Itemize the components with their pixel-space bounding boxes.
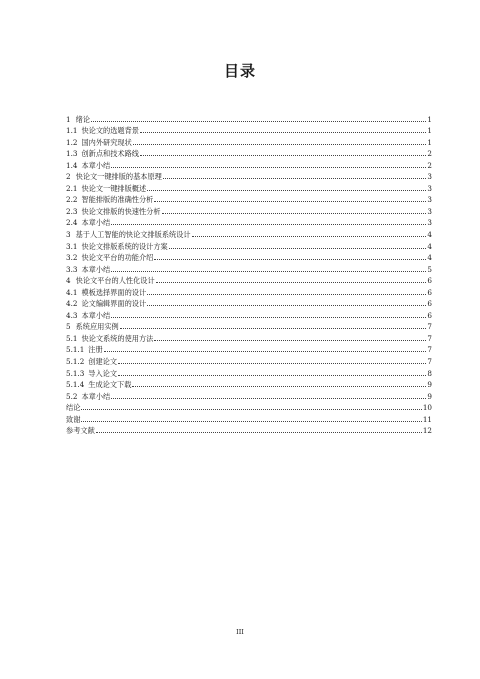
- toc-dot-leader: [140, 132, 426, 133]
- toc-entry-label: 本章小结: [81, 218, 111, 228]
- toc-entry-label: 创建论文: [88, 357, 118, 367]
- toc-entry[interactable]: [66, 274, 432, 286]
- toc-entry-number: 4: [66, 276, 71, 286]
- toc-entry-label: 导入论文: [88, 368, 118, 378]
- toc-dot-leader: [111, 398, 426, 399]
- toc-entry[interactable]: [66, 331, 432, 343]
- toc-dot-leader: [163, 178, 427, 179]
- toc-entry-label: 快论文排版的快速性分析: [81, 206, 161, 216]
- toc-entry[interactable]: [66, 227, 432, 239]
- toc-dot-leader: [154, 340, 426, 341]
- toc-dot-leader: [91, 121, 426, 122]
- toc-entry-page: 2: [427, 160, 432, 170]
- toc-entry[interactable]: [66, 297, 432, 309]
- toc-entry-page: 6: [427, 299, 432, 309]
- toc-entry-label: 参考文献: [66, 426, 95, 436]
- toc-entry[interactable]: [66, 424, 432, 436]
- toc-entry-number: 1.3: [66, 149, 78, 159]
- toc-dot-leader: [133, 144, 427, 145]
- toc-entry-page: 2: [427, 149, 432, 159]
- toc-entry-label: 创新点和技术路线: [81, 149, 139, 159]
- toc-entry-page: 3: [427, 218, 432, 228]
- toc-entry[interactable]: [66, 216, 432, 228]
- toc-entry[interactable]: [66, 389, 432, 401]
- toc-dot-leader: [118, 363, 426, 364]
- toc-entry-number: 5.1.2: [66, 357, 85, 367]
- toc-entry-number: 2.1: [66, 183, 78, 193]
- toc-entry-page: 7: [427, 322, 432, 332]
- toc-entry-page: 6: [427, 287, 432, 297]
- toc-entry-label: 注册: [88, 345, 103, 355]
- toc-entry-number: 3.3: [66, 264, 78, 274]
- toc-entry-number: 5: [66, 322, 71, 332]
- toc-entry-number: 2.2: [66, 195, 78, 205]
- toc-entry-label: 论文编辑界面的设计: [81, 299, 147, 309]
- toc-entry-label: 本章小结: [81, 391, 111, 401]
- toc-entry-label: 生成论文下载: [88, 380, 132, 390]
- toc-entry-label: 快论文的选题背景: [81, 126, 139, 136]
- toc-entry[interactable]: [66, 112, 432, 124]
- toc-entry[interactable]: [66, 239, 432, 251]
- toc-entry-page: 6: [427, 310, 432, 320]
- toc-entry-label: 本章小结: [81, 264, 111, 274]
- toc-entry[interactable]: [66, 262, 432, 274]
- toc-entry-number: 1: [66, 114, 71, 124]
- toc-entry-page: 4: [427, 253, 432, 263]
- toc-entry-label: 绪论: [75, 114, 90, 124]
- toc-entry-number: 4.3: [66, 310, 78, 320]
- toc-dot-leader: [147, 294, 426, 295]
- toc-list: [66, 112, 432, 435]
- toc-dot-leader: [147, 305, 426, 306]
- toc-entry[interactable]: [66, 378, 432, 390]
- toc-dot-leader: [81, 421, 421, 422]
- toc-entry-label: 致谢: [66, 414, 81, 424]
- toc-entry-number: 5.1.4: [66, 380, 85, 390]
- toc-entry-label: 快论文一键排版概述: [81, 183, 147, 193]
- toc-entry-label: 国内外研究现状: [81, 137, 132, 147]
- toc-dot-leader: [81, 409, 421, 410]
- toc-entry[interactable]: [66, 124, 432, 136]
- toc-entry[interactable]: [66, 401, 432, 413]
- toc-entry-number: 1.1: [66, 126, 78, 136]
- page-number: III: [236, 628, 244, 636]
- toc-entry-page: 1: [427, 114, 432, 124]
- toc-dot-leader: [111, 317, 426, 318]
- toc-dot-leader: [156, 282, 427, 283]
- toc-entry-label: 快论文系统的使用方法: [81, 333, 154, 343]
- toc-entry-page: 10: [422, 403, 432, 413]
- toc-entry-number: 1.2: [66, 137, 78, 147]
- toc-entry-page: 5: [427, 264, 432, 274]
- toc-entry-page: 8: [427, 368, 432, 378]
- toc-entry[interactable]: [66, 251, 432, 263]
- toc-entry-label: 基于人工智能的快论文排版系统设计: [75, 230, 191, 240]
- toc-dot-leader: [118, 375, 426, 376]
- toc-entry[interactable]: [66, 308, 432, 320]
- toc-entry[interactable]: [66, 135, 432, 147]
- toc-entry[interactable]: [66, 204, 432, 216]
- toc-dot-leader: [120, 328, 427, 329]
- toc-dot-leader: [111, 224, 426, 225]
- toc-entry-page: 7: [427, 333, 432, 343]
- toc-entry-label: 快论文平台的人性化设计: [75, 276, 155, 286]
- toc-entry-label: 快论文一键排版的基本原理: [75, 172, 162, 182]
- toc-entry[interactable]: [66, 193, 432, 205]
- toc-entry-number: 2.3: [66, 206, 78, 216]
- toc-entry-label: 本章小结: [81, 160, 111, 170]
- toc-entry-page: 7: [427, 345, 432, 355]
- toc-dot-leader: [104, 351, 427, 352]
- toc-dot-leader: [111, 167, 426, 168]
- toc-entry-label: 智能排版的准确性分析: [81, 195, 154, 205]
- toc-entry-number: 3: [66, 230, 71, 240]
- toc-title: 目录: [223, 62, 256, 80]
- toc-entry-label: 本章小结: [81, 310, 111, 320]
- toc-entry-label: 结论: [66, 403, 81, 413]
- toc-entry-page: 3: [427, 183, 432, 193]
- toc-entry[interactable]: [66, 158, 432, 170]
- toc-entry[interactable]: [66, 147, 432, 159]
- toc-entry-number: 5.1.3: [66, 368, 85, 378]
- toc-entry-page: 6: [427, 276, 432, 286]
- toc-entry-number: 3.1: [66, 241, 78, 251]
- toc-entry-number: 5.1: [66, 333, 78, 343]
- toc-dot-leader: [162, 213, 427, 214]
- toc-entry-page: 3: [427, 195, 432, 205]
- toc-dot-leader: [169, 248, 427, 249]
- toc-dot-leader: [147, 190, 426, 191]
- toc-entry[interactable]: [66, 343, 432, 355]
- toc-entry-label: 系统应用实例: [75, 322, 119, 332]
- toc-entry-label: 快论文平台的功能介绍: [81, 253, 154, 263]
- toc-entry-page: 12: [422, 426, 432, 436]
- toc-dot-leader: [154, 201, 426, 202]
- toc-entry-page: 3: [427, 206, 432, 216]
- toc-entry-number: 4.1: [66, 287, 78, 297]
- toc-entry-label: 快论文排版系统的设计方案: [81, 241, 168, 251]
- toc-entry[interactable]: [66, 366, 432, 378]
- toc-entry-number: 3.2: [66, 253, 78, 263]
- toc-entry-page: 9: [427, 380, 432, 390]
- toc-entry-number: 1.4: [66, 160, 78, 170]
- toc-entry-number: 4.2: [66, 299, 78, 309]
- toc-entry-number: 2.4: [66, 218, 78, 228]
- toc-dot-leader: [192, 236, 427, 237]
- toc-entry-page: 1: [427, 126, 432, 136]
- toc-entry-number: 5.1.1: [66, 345, 85, 355]
- toc-entry-page: 4: [427, 241, 432, 251]
- toc-entry[interactable]: [66, 354, 432, 366]
- toc-entry[interactable]: [66, 181, 432, 193]
- toc-dot-leader: [154, 259, 426, 260]
- toc-entry-page: 11: [422, 414, 432, 424]
- toc-entry[interactable]: [66, 320, 432, 332]
- toc-entry-page: 1: [427, 137, 432, 147]
- toc-entry-label: 模板选择界面的设计: [81, 287, 147, 297]
- toc-entry-page: 3: [427, 172, 432, 182]
- toc-entry-page: 9: [427, 391, 432, 401]
- toc-dot-leader: [111, 271, 426, 272]
- toc-entry-number: 2: [66, 172, 71, 182]
- toc-entry-page: 7: [427, 357, 432, 367]
- toc-dot-leader: [140, 155, 426, 156]
- toc-entry[interactable]: [66, 170, 432, 182]
- toc-entry-number: 5.2: [66, 391, 78, 401]
- toc-entry-page: 4: [427, 230, 432, 240]
- toc-entry[interactable]: [66, 285, 432, 297]
- toc-dot-leader: [96, 432, 422, 433]
- toc-dot-leader: [132, 386, 426, 387]
- toc-entry[interactable]: [66, 412, 432, 424]
